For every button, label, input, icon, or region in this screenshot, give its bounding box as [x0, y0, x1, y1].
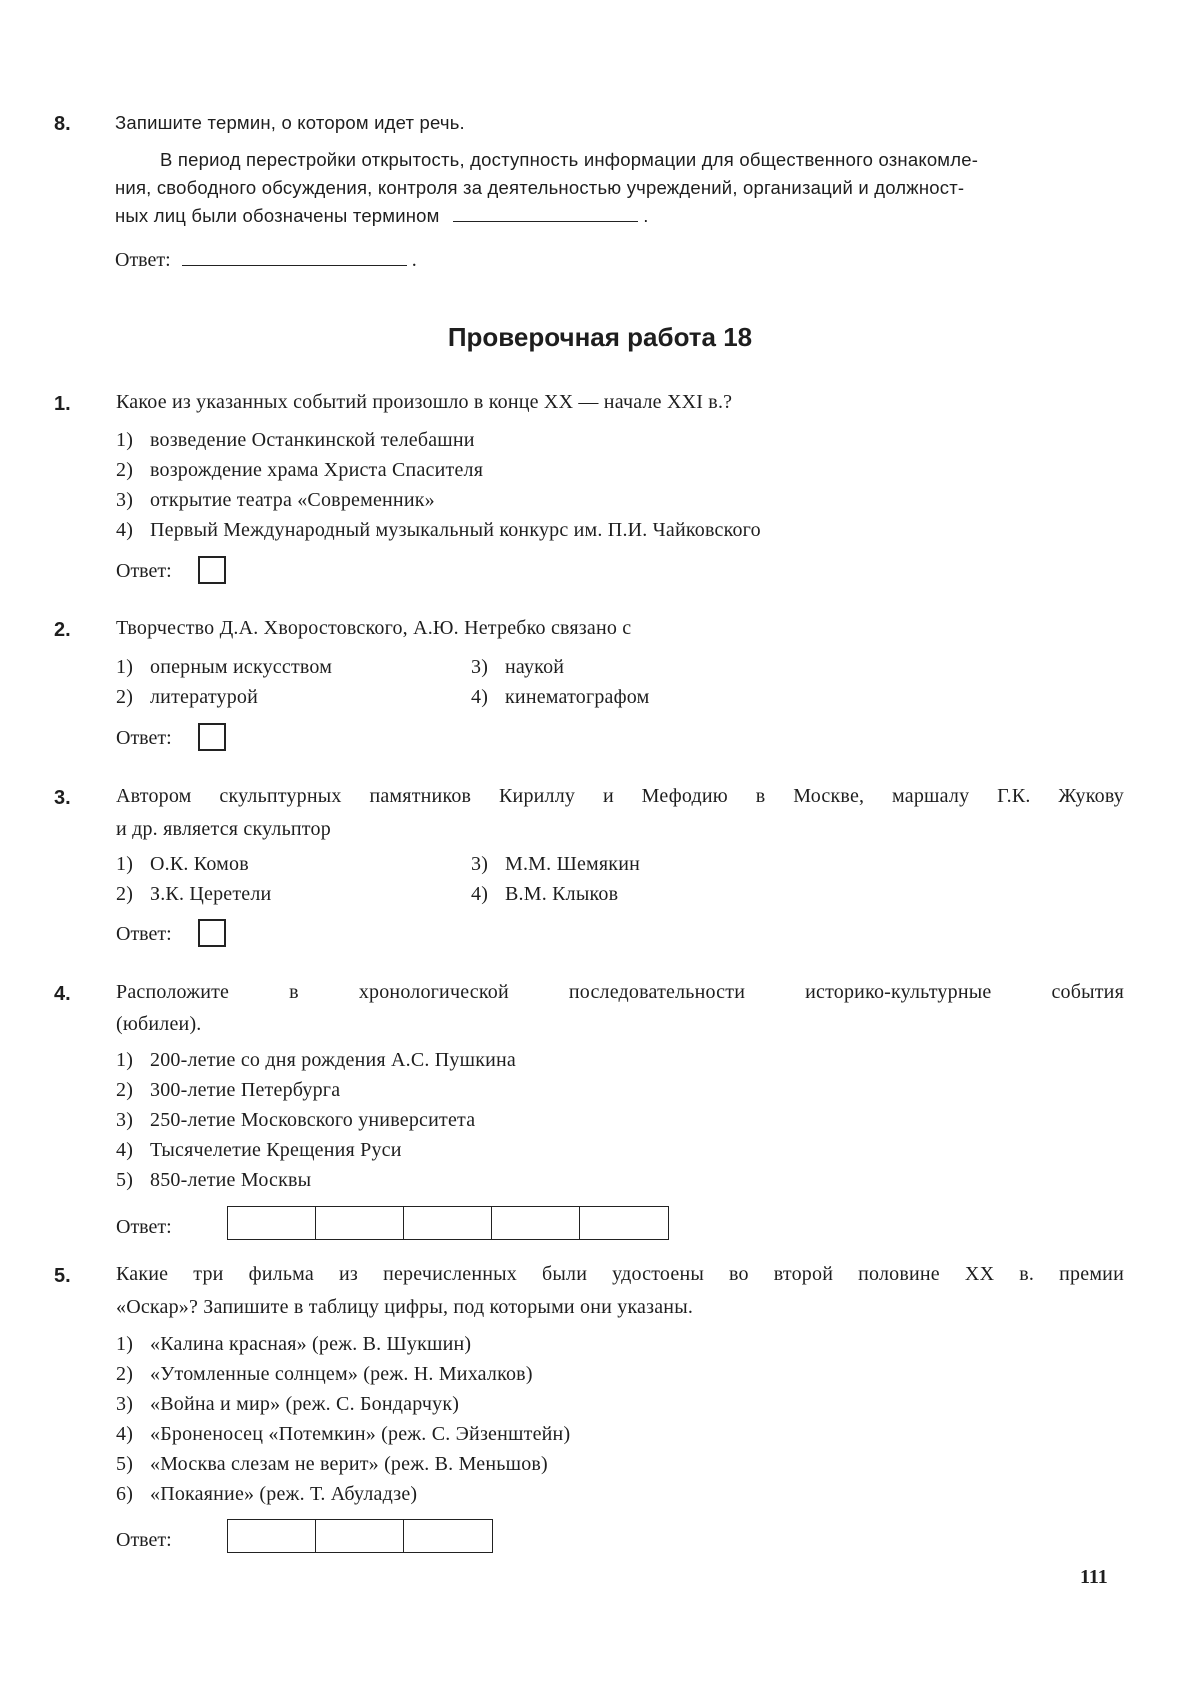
task-8-answer-label: [115, 249, 417, 272]
q5-option-2: 2) «Утомленные солнцем» (реж. Н. Михалков): [116, 1363, 533, 1385]
q5-option-6: 6) «Покаяние» (реж. Т. Абуладзе): [116, 1483, 418, 1505]
q3-number: 3.: [54, 787, 71, 809]
q4-answer-cell[interactable]: [228, 1207, 316, 1239]
q1-option-2: 2) возрождение храма Христа Спасителя: [116, 459, 484, 481]
term-blank[interactable]: [453, 205, 638, 222]
q2-number: 2.: [54, 619, 71, 641]
q1-answer-box[interactable]: [198, 556, 226, 584]
q4-option-3: 3) 250-летие Московского университета: [116, 1109, 476, 1131]
q5-number: 5.: [54, 1265, 71, 1287]
q5-answer-cell[interactable]: [228, 1520, 316, 1552]
q4-option-4: 4) Тысячелетие Крещения Руси: [116, 1139, 402, 1161]
q4-answer-cell[interactable]: [580, 1207, 668, 1239]
worksheet-title: Проверочная работа 18: [447, 322, 753, 352]
q2-option-2: 2) литературой: [116, 686, 259, 708]
q1-option-4: 4) Первый Международный музыкальный конкурс им. П.И. Чайковского: [116, 519, 761, 541]
task-8-text-line-3: [115, 205, 649, 227]
q1-option-3: 3) открытие театра «Современник»: [116, 489, 435, 511]
q3-option-4: 4) В.М. Клыков: [471, 883, 619, 905]
q2-answer-label: Ответ:: [116, 727, 172, 749]
term-blank-dot: .: [643, 205, 649, 226]
q5-answer-cell[interactable]: [316, 1520, 404, 1552]
task-8-text-line-2: ния, свободного обсуждения, контроля за деятельностью учреждений, организаций и должност-: [115, 177, 965, 198]
q4-number: 4.: [54, 983, 71, 1005]
task-8-answer-blank[interactable]: [182, 249, 407, 266]
q2-option-1: 1) оперным искусством: [116, 656, 333, 678]
q1-question: Какое из указанных событий произошло в конце XX — начале XXI в.?: [116, 391, 733, 413]
q5-question-line-1: Какие три фильма из перечисленных были удостоены во второй половине XX в. премии: [116, 1263, 1124, 1285]
page-number: 111: [1080, 1566, 1108, 1588]
q4-answer-cell[interactable]: [316, 1207, 404, 1239]
q5-option-3: 3) «Война и мир» (реж. С. Бондарчук): [116, 1393, 460, 1415]
q3-option-2: 2) З.К. Церетели: [116, 883, 272, 905]
q4-option-5: 5) 850-летие Москвы: [116, 1169, 312, 1191]
q5-question-line-2: «Оскар»? Запишите в таблицу цифры, под которыми они указаны.: [116, 1296, 694, 1318]
task-8-answer-label-text: Ответ:: [115, 249, 171, 271]
q4-option-2: 2) 300-летие Петербурга: [116, 1079, 341, 1101]
q1-number: 1.: [54, 393, 71, 415]
q3-question-line-2: и др. является скульптор: [116, 818, 331, 840]
q5-answer-table: [227, 1519, 493, 1553]
q4-answer-label: Ответ:: [116, 1216, 172, 1238]
q2-option-4: 4) кинематографом: [471, 686, 650, 708]
q2-answer-box[interactable]: [198, 723, 226, 751]
q1-answer-label: Ответ:: [116, 560, 172, 582]
task-8-text-line-3-text: ных лиц были обозначены термином: [115, 205, 440, 226]
task-8-answer-dot: .: [411, 249, 417, 271]
q2-question: Творчество Д.А. Хворостовского, А.Ю. Нетребко связано с: [116, 617, 632, 639]
q3-answer-box[interactable]: [198, 919, 226, 947]
task-8-instruction: Запишите термин, о котором идет речь.: [115, 112, 465, 133]
q4-question-line-2: (юбилеи).: [116, 1013, 202, 1035]
q4-answer-cell[interactable]: [404, 1207, 492, 1239]
task-8-text-line-1: В период перестройки открытость, доступность информации для общественного ознакомле-: [160, 149, 979, 170]
q5-option-5: 5) «Москва слезам не верит» (реж. В. Меньшов): [116, 1453, 548, 1475]
task-8-number: 8.: [54, 113, 71, 135]
q4-answer-cell[interactable]: [492, 1207, 580, 1239]
q3-question-line-1: Автором скульптурных памятников Кириллу и Мефодию в Москве, маршалу Г.К. Жукову: [116, 785, 1124, 807]
q5-answer-label: Ответ:: [116, 1529, 172, 1551]
q3-option-3: 3) М.М. Шемякин: [471, 853, 640, 875]
q4-question-line-1: Расположите в хронологической последовательности историко-культурные события: [116, 981, 1124, 1003]
q2-option-3: 3) наукой: [471, 656, 565, 678]
q5-option-4: 4) «Броненосец «Потемкин» (реж. С. Эйзенштейн): [116, 1423, 571, 1445]
q3-answer-label: Ответ:: [116, 923, 172, 945]
q5-answer-cell[interactable]: [404, 1520, 492, 1552]
q1-option-1: 1) возведение Останкинской телебашни: [116, 429, 475, 451]
q3-option-1: 1) О.К. Комов: [116, 853, 249, 875]
q4-answer-table: [227, 1206, 669, 1240]
q4-option-1: 1) 200-летие со дня рождения А.С. Пушкина: [116, 1049, 516, 1071]
q5-option-1: 1) «Калина красная» (реж. В. Шукшин): [116, 1333, 472, 1355]
